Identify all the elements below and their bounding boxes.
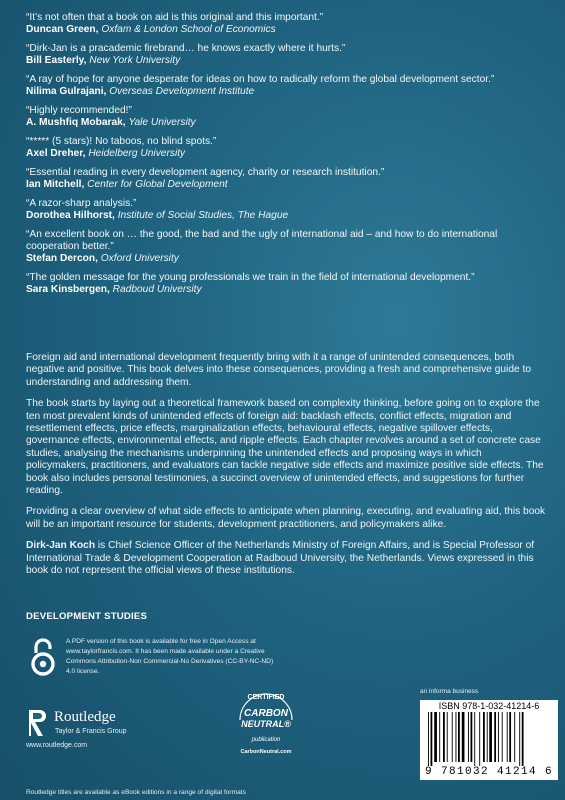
carbon-neutral-badge xyxy=(226,686,306,766)
endorsement-attribution xyxy=(26,284,551,296)
carbon-sub-text: publication xyxy=(251,737,281,743)
carbon-main-text-2: NEUTRAL® xyxy=(241,719,291,729)
description-paragraph-1: Foreign aid and international development frequently bring with it a range of unintended consequences, both negative and positive. This book delves into these consequences, providing a fresh and comprehensive guide to understanding and addressing them. xyxy=(26,352,531,388)
endorser-name: A. Mushfiq Mobarak, xyxy=(26,117,126,128)
endorsement-attribution xyxy=(26,210,551,222)
endorsement-attribution xyxy=(26,55,551,67)
isbn-label: ISBN 978-1-032-41214-6 xyxy=(438,701,540,711)
endorser-affiliation: Center for Global Development xyxy=(87,179,228,190)
barcode-bar xyxy=(487,712,488,762)
isbn-barcode-box xyxy=(420,700,558,780)
endorser-name: Bill Easterly, xyxy=(26,55,87,66)
barcode-bar xyxy=(483,712,485,762)
barcode-bar xyxy=(509,712,511,762)
carbon-neutral-logo-icon xyxy=(226,686,306,766)
endorsement xyxy=(26,167,551,191)
barcode-bar xyxy=(434,712,437,762)
publisher-url: www.routledge.com xyxy=(26,742,88,749)
endorsement-attribution xyxy=(26,148,551,160)
endorsement-quote: “It’s not often that a book on aid is this original and this important.” xyxy=(26,12,324,23)
endorser-affiliation: Oxfam & London School of Economics xyxy=(101,24,276,35)
barcode-bar xyxy=(479,712,480,766)
barcode-bar xyxy=(474,712,475,766)
endorsement xyxy=(26,198,551,222)
carbon-main-text-1: CARBON xyxy=(244,708,288,719)
barcode-icon xyxy=(424,712,554,766)
barcode-bar xyxy=(468,712,469,762)
description-paragraph-2: The book starts by laying out a theoretical framework based on complexity thinking, before going on to explore the ten most prevalent kinds of unintended effects of foreign aid: backlash effects, conflict effects, migration and resettlement effects, price effects, marginalization effects, behavioural effects, negative spillover effects, governance effects, environmental effects, and ripple effects. Each chapter revolves around a set of concrete case studies, analysing the mechanisms underpinning the unintended effects and proposing ways in which policymakers, practitioners, and evaluators can tackle negative side effects and maximize positive side effects. The book also includes personal testimonies, a succinct overview of unintended effects, and suggestions for further reading. xyxy=(26,398,544,497)
endorsement-quote: “Highly recommended!” xyxy=(26,105,132,116)
endorser-affiliation: New York University xyxy=(89,55,181,66)
barcode-bar xyxy=(519,712,520,766)
endorser-name: Axel Dreher, xyxy=(26,148,86,159)
barcode-bar xyxy=(456,712,457,762)
endorser-name: Sara Kinsbergen, xyxy=(26,284,110,295)
barcode-bar xyxy=(514,712,515,762)
endorser-name: Nilima Gulrajani, xyxy=(26,86,107,97)
barcode-bar xyxy=(452,712,453,762)
barcode-bar xyxy=(522,712,524,766)
author-bio xyxy=(26,540,546,577)
endorser-affiliation: Yale University xyxy=(128,117,196,128)
endorsement-attribution xyxy=(26,86,551,98)
open-access-text: A PDF version of this book is available for free in Open Access at www.taylorfrancis.com. It has been made available under a Creative Commons Attribution-Non Commercial-No Derivatives (CC-BY-NC-ND) 4.0 license. xyxy=(66,638,274,675)
barcode-bar xyxy=(462,712,465,762)
carbon-top-text: CERTIFIED xyxy=(247,694,285,701)
barcode-bar xyxy=(502,712,503,762)
endorser-affiliation: Institute of Social Studies, The Hague xyxy=(117,210,289,221)
endorser-name: Duncan Green, xyxy=(26,24,99,35)
endorsement xyxy=(26,74,551,98)
endorsement xyxy=(26,229,551,265)
description-paragraph-3: Providing a clear overview of what side effects to anticipate when planning, executing, and evaluating aid, this book will be an important resource for students, development practitioners, and policymakers alike. xyxy=(26,506,546,530)
carbon-url-text: CarbonNeutral.com xyxy=(240,749,292,755)
isbn-digits: 9 781032 41214 6 xyxy=(424,766,554,778)
endorser-affiliation: Radboud University xyxy=(112,284,202,295)
endorsement-attribution xyxy=(26,24,551,36)
endorser-affiliation: Heidelberg University xyxy=(88,148,186,159)
endorsement-attribution xyxy=(26,117,551,129)
endorser-name: Ian Mitchell, xyxy=(26,179,85,190)
author-bio-text: is Chief Science Officer of the Netherlands Ministry of Foreign Affairs, and is Special Professor of International Trade & Development Cooperation at Radboud University, the Netherlands. Views expressed in this book do not represent the official views of these institutions. xyxy=(26,540,535,577)
barcode-bar xyxy=(507,712,508,762)
barcode-bar xyxy=(498,712,499,762)
series-label: DEVELOPMENT STUDIES xyxy=(26,611,148,622)
endorsement-attribution xyxy=(26,179,551,191)
endorser-name: Dorothea Hilhorst, xyxy=(26,210,115,221)
endorsement-quote: “Dirk-Jan is a pracademic firebrand… he knows exactly where it hurts.” xyxy=(26,43,346,54)
endorser-name: Stefan Dercon, xyxy=(26,253,98,264)
endorsement xyxy=(26,272,551,296)
endorsement xyxy=(26,43,551,67)
endorsement-quote: “A razor-sharp analysis.” xyxy=(26,198,137,209)
book-description xyxy=(26,352,546,587)
endorsement xyxy=(26,105,551,129)
ebook-notice: Routledge titles are available as eBook editions in a range of digital formats xyxy=(26,789,246,796)
routledge-logo-icon xyxy=(26,708,48,738)
endorsement-quote: “***** (5 stars)! No taboos, no blind spots.” xyxy=(26,136,217,147)
endorsements xyxy=(26,12,551,303)
publisher-block xyxy=(26,706,166,756)
endorsement-quote: “An excellent book on … the good, the bad and the ugly of international aid – and how to do international cooperation better.” xyxy=(26,229,498,252)
endorsement-attribution xyxy=(26,253,551,265)
barcode-bar xyxy=(431,712,433,766)
barcode-bar xyxy=(443,712,445,762)
endorser-affiliation: Overseas Development Institute xyxy=(109,86,255,97)
barcode-bar xyxy=(489,712,492,762)
endorsement xyxy=(26,12,551,36)
barcode-bar xyxy=(494,712,496,762)
publisher-subtitle: Taylor & Francis Group xyxy=(55,728,127,735)
endorsement-quote: “Essential reading in every development agency, charity or research institution.” xyxy=(26,167,385,178)
barcode-bar xyxy=(439,712,440,762)
barcode-bar xyxy=(458,712,460,762)
publisher-name: Routledge xyxy=(54,709,116,725)
endorsement-quote: “A ray of hope for anyone desperate for ideas on how to radically reform the global development sector.” xyxy=(26,74,495,85)
informa-tagline: an informa business xyxy=(420,688,479,695)
open-access-icon xyxy=(30,637,56,677)
endorsement xyxy=(26,136,551,160)
barcode-bar xyxy=(447,712,448,762)
author-name: Dirk-Jan Koch xyxy=(26,540,96,552)
endorsement-quote: “The golden message for the young professionals we train in the field of international development.” xyxy=(26,272,475,283)
barcode-bar xyxy=(471,712,473,762)
endorser-affiliation: Oxford University xyxy=(100,253,179,264)
barcode-bar xyxy=(428,712,429,766)
